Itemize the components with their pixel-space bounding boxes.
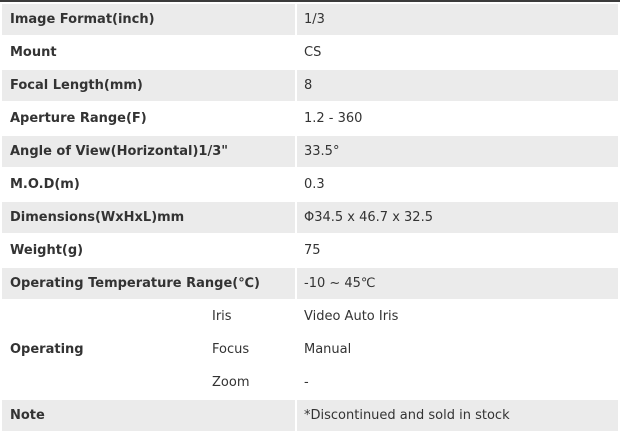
spec-label: Mount: [10, 45, 57, 60]
table-row: [2, 37, 618, 68]
table-row-note: [2, 400, 618, 431]
spec-value: 1.2 - 360: [304, 111, 363, 126]
spec-label: Dimensions(WxHxL)mm: [2, 202, 295, 233]
spec-group-label: Operating: [10, 342, 84, 357]
spec-value: CS: [304, 45, 322, 60]
spec-value: *Discontinued and sold in stock: [297, 400, 618, 431]
table-row: [2, 4, 618, 35]
table-row: [2, 169, 618, 200]
spec-sublabel: Iris: [212, 309, 232, 324]
spec-label: M.O.D(m): [10, 177, 80, 192]
spec-value: Video Auto Iris: [304, 309, 399, 324]
spec-label: Image Format(inch): [2, 4, 295, 35]
table-row: [2, 136, 618, 167]
spec-value: 33.5°: [297, 136, 618, 167]
spec-value: 1/3: [297, 4, 618, 35]
table-row: [2, 202, 618, 233]
spec-sublabel: Focus: [212, 342, 250, 357]
table-row: [2, 235, 618, 266]
table-row: [2, 70, 618, 101]
table-row: [2, 268, 618, 299]
table-row: [2, 103, 618, 134]
spec-value: -10 ~ 45℃: [297, 268, 618, 299]
spec-value: Manual: [304, 342, 352, 357]
spec-value: -: [304, 375, 309, 390]
spec-value: 75: [304, 243, 321, 258]
spec-label: Operating Temperature Range(℃): [2, 268, 295, 299]
table-row-operating-iris: [2, 301, 618, 332]
spec-label: Aperture Range(F): [10, 111, 147, 126]
spec-label: Weight(g): [10, 243, 84, 258]
spec-label: Note: [2, 400, 295, 431]
spec-value: 0.3: [304, 177, 325, 192]
spec-value: Φ34.5 x 46.7 x 32.5: [297, 202, 618, 233]
spec-sublabel: Zoom: [212, 375, 250, 390]
spec-label: Angle of View(Horizontal)1/3": [2, 136, 295, 167]
spec-value: 8: [297, 70, 618, 101]
spec-label: Focal Length(mm): [2, 70, 295, 101]
